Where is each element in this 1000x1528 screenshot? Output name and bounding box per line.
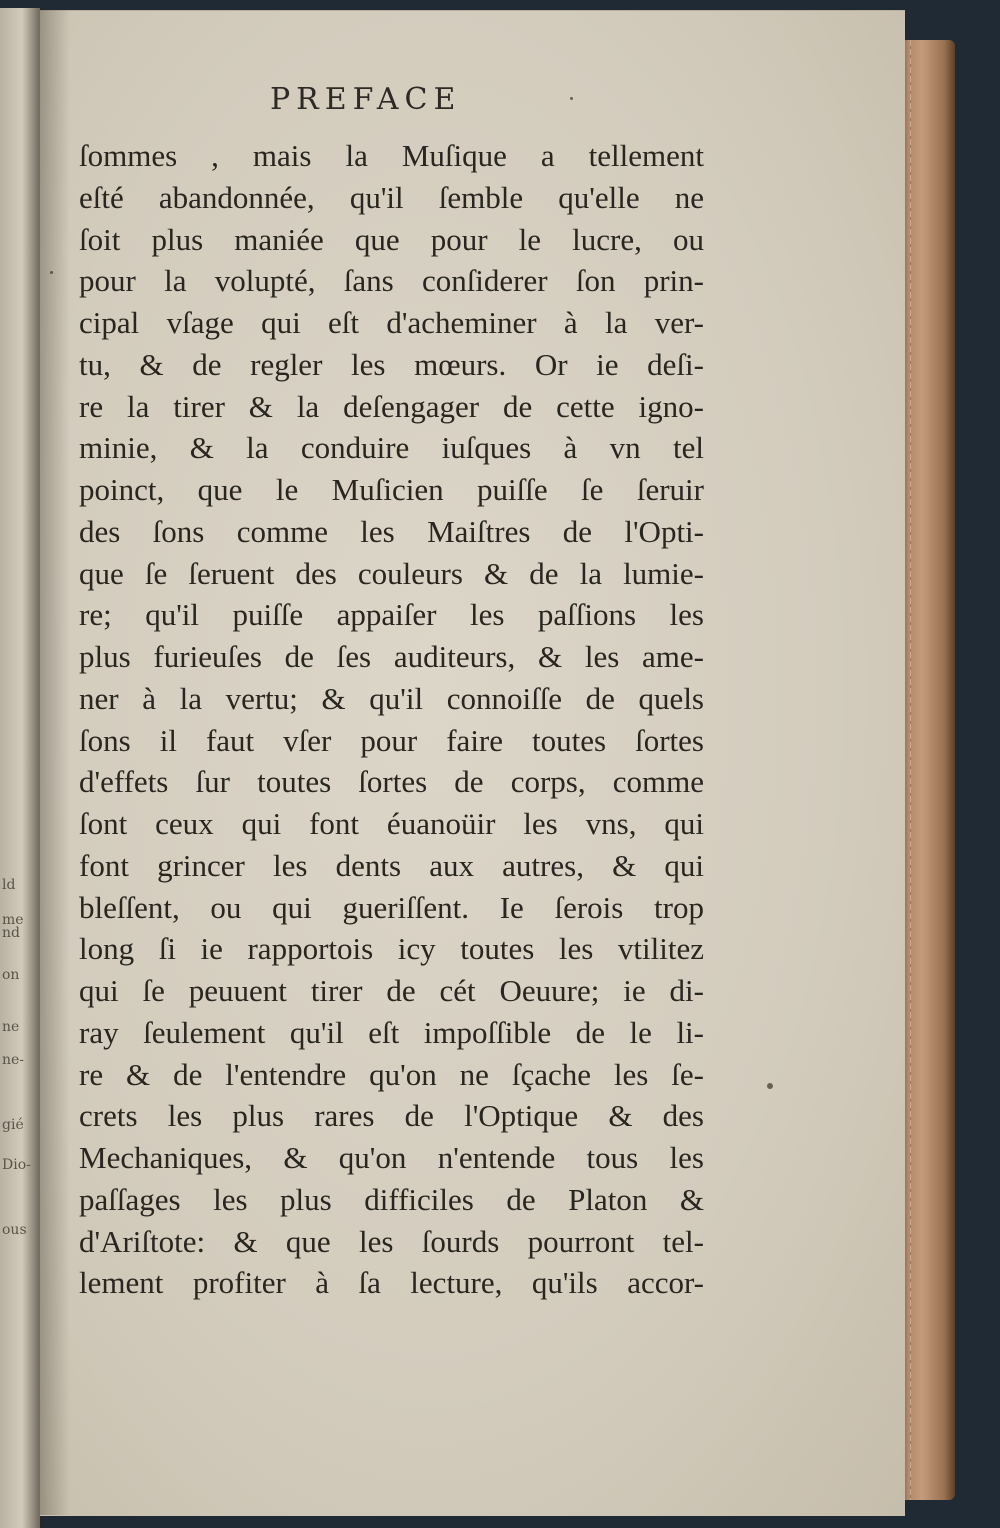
facing-page-fragment: nd — [2, 925, 20, 941]
text-line: ſoit plus maniée que pour le lucre, ou — [79, 221, 704, 257]
text-line: des ſons comme les Maiſtres de l'Opti- — [79, 513, 704, 549]
gutter-shadow — [40, 10, 70, 1515]
text-line: qui ſe peuuent tirer de cét Oeuure; ie di- — [79, 973, 704, 1008]
facing-page-fragment: ous — [2, 1222, 27, 1238]
text-line: re la tirer & la deſengager de cette igno- — [79, 388, 704, 424]
text-line: tu, & de regler les mœurs. Or ie deſi- — [79, 346, 704, 382]
running-head: PREFACE — [270, 82, 462, 117]
facing-page-fragment: Dio- — [2, 1157, 31, 1173]
paper-speck — [767, 1083, 773, 1089]
text-line: re; qu'il puiſſe appaiſer les paſſions les — [79, 597, 704, 633]
text-line: paſſages les plus difficiles de Platon & — [79, 1181, 704, 1217]
text-line: Mechaniques, & qu'on n'entende tous les — [79, 1140, 704, 1175]
text-line: bleſſent, ou qui gueriſſent. Ie ſerois trop — [79, 889, 704, 925]
text-line: ſont ceux qui font éuanoüir les vns, qui — [79, 806, 704, 841]
text-line: cipal vſage qui eſt d'acheminer à la ver- — [79, 305, 704, 340]
text-line: font grincer les dents aux autres, & qui — [79, 847, 704, 883]
text-line: ray ſeulement qu'il eſt impoſſible de le li- — [79, 1014, 704, 1050]
text-line: que ſe ſeruent des couleurs & de la lumie- — [79, 555, 704, 591]
text-line: eſté abandonnée, qu'il ſemble qu'elle ne — [79, 179, 704, 215]
text-line: minie, & la conduire iuſques à vn tel — [79, 430, 704, 466]
paper-speck — [570, 97, 573, 100]
facing-page-fragment: ne- — [2, 1052, 25, 1068]
facing-page-fragment: on — [2, 967, 20, 983]
facing-page-fragment: gié — [2, 1117, 24, 1133]
facing-page-fragment: ne — [2, 1019, 20, 1035]
facing-page-edge — [0, 8, 42, 1528]
text-line: d'Ariſtote: & que les ſourds pourront tel- — [79, 1223, 704, 1259]
text-line: ner à la vertu; & qu'il connoiſſe de quels — [79, 680, 704, 716]
text-line: pour la volupté, ſans conſiderer ſon prin- — [79, 263, 704, 299]
text-line: ſons il faut vſer pour faire toutes ſortes — [79, 722, 704, 758]
text-line: ſommes , mais la Muſique a tellement — [79, 138, 704, 173]
page-block-edge — [900, 40, 955, 1500]
body-text — [79, 135, 704, 1304]
text-line: re & de l'entendre qu'on ne ſçache les ſe- — [79, 1056, 704, 1092]
text-line: plus furieuſes de ſes auditeurs, & les ame- — [79, 639, 704, 674]
text-line: poinct, que le Muſicien puiſſe ſe ſeruir — [79, 472, 704, 507]
text-line: long ſi ie rapportois icy toutes les vtilitez — [79, 931, 704, 967]
text-line: lement profiter à ſa lecture, qu'ils accor- — [79, 1265, 704, 1301]
facing-page-fragment: me — [2, 912, 24, 928]
text-line: crets les plus rares de l'Optique & des — [79, 1098, 704, 1134]
facing-page-fragment: ld — [2, 877, 16, 893]
text-line: d'effets ſur toutes ſortes de corps, comme — [79, 764, 704, 800]
